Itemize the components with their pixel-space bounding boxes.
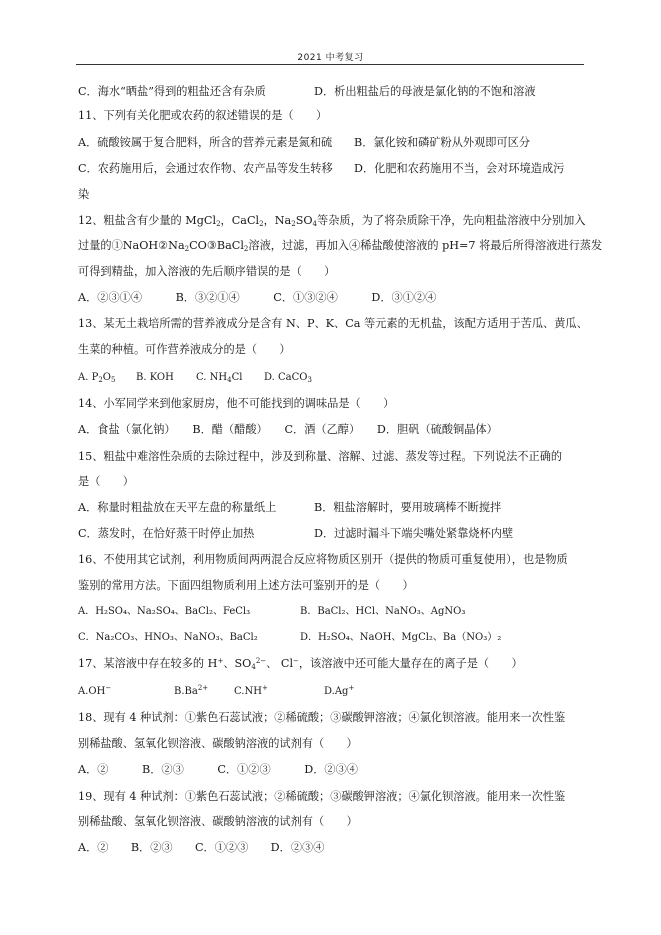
q19-options: A．② B．②③ C．①②③ D．②③④ bbox=[78, 841, 325, 854]
q18-options: A．② B．②③ C．①②③ D．②③④ bbox=[78, 763, 358, 776]
q17-option-d: D.Ag+ bbox=[324, 684, 355, 697]
q16-options-row-2 bbox=[78, 630, 502, 646]
q15-option-d: D．过滤时漏斗下端尖嘴处紧靠烧杯内壁 bbox=[314, 527, 514, 540]
q13-option-a: A. $P_2O_5$ bbox=[78, 372, 116, 384]
q16-option-a: A．H₂SO₄、Na₂SO₄、BaCl₂、FeCl₃ bbox=[78, 606, 251, 617]
q17-options-row bbox=[78, 684, 355, 700]
q11-option-c: C．农药施用后，会通过农作物、农产品等发生转移 bbox=[78, 162, 333, 175]
q19-stem-line-2: 别稀盐酸、氢氧化钡溶液、碳酸钠溶液的试剂有（ ） bbox=[78, 815, 358, 828]
q11-option-b: B．氯化铵和磷矿粉从外观即可区分 bbox=[354, 136, 531, 149]
q16-stem-line-1: 16、不使用其它试剂，利用物质间两两混合反应将物质区别开（提供的物质可重复使用），也是物质 bbox=[78, 553, 568, 566]
q13-option-c: C. $NH_4Cl$ bbox=[196, 372, 243, 384]
q15-stem-line-2: 是（ ） bbox=[78, 475, 134, 488]
q17-stem: 17、某溶液中存在较多的 H+、$SO_4^{2-}$、 Cl−，该溶液中还可能大量存在的离子是（ ） bbox=[78, 657, 523, 671]
q10-option-d: D．析出粗盐后的母液是氯化钠的不饱和溶液 bbox=[314, 85, 536, 98]
q17-option-b: $B.Ba^{2+}$ bbox=[174, 684, 209, 697]
q13-stem-line-1: 13、某无土栽培所需的营养液成分是含有 N、P、K、Ca 等元素的无机盐，该配方适用于苦瓜、黄瓜、 bbox=[78, 317, 588, 330]
q12-options: A．②③①④ B．③②①④ C．①③②④ D．③①②④ bbox=[78, 291, 437, 304]
q13-stem-line-2: 生菜的种植。可作营养液成分的是（ ） bbox=[78, 343, 291, 356]
q16-option-c: C．Na₂CO₃、HNO₃、NaNO₃、BaCl₂ bbox=[78, 632, 258, 643]
q14-stem: 14、小军同学来到他家厨房，他不可能找到的调味品是（ ） bbox=[78, 397, 395, 410]
q15-stem-line-1: 15、粗盐中难溶性杂质的去除过程中，涉及到称量、溶解、过滤、蒸发等过程。下列说法不正确的 bbox=[78, 450, 563, 463]
q10-options-row bbox=[78, 84, 536, 100]
q14-options: A．食盐（氯化钠） B．醋（醋酸） C．酒（乙醇） D．胆矾（硫酸铜晶体） bbox=[78, 423, 498, 436]
q15-option-c: C．蒸发时，在恰好蒸干时停止加热 bbox=[78, 527, 255, 540]
q13-option-b: B. KOH bbox=[136, 372, 174, 383]
q16-option-b: B．BaCl₂、HCl、NaNO₃、AgNO₃ bbox=[300, 606, 466, 617]
q15-option-b: B．粗盐溶解时，要用玻璃棒不断搅拌 bbox=[314, 501, 502, 514]
header-divider bbox=[76, 64, 584, 65]
q16-stem-line-2: 鉴别的常用方法。下面四组物质利用上述方法可鉴别开的是（ ） bbox=[78, 579, 414, 592]
q15-option-a: A．称量时粗盐放在天平左盘的称量纸上 bbox=[78, 501, 277, 514]
q12-stem-line-1: 12、粗盐含有少量的 MgCl$_2$，CaCl$_2$，$Na_2SO_4$等杂质，为了将杂质除干净，先向粗盐溶液中分别加入 bbox=[78, 214, 586, 228]
q11-option-d: D．化肥和农药施用不当，会对环境造成污 bbox=[354, 162, 565, 175]
q16-options-row-1 bbox=[78, 604, 466, 620]
page-header: 2021 中考复习 bbox=[297, 53, 364, 63]
q18-stem-line-2: 别稀盐酸、氢氧化钡溶液、碳酸钠溶液的试剂有（ ） bbox=[78, 737, 358, 750]
q17-option-c: C.NH+ bbox=[234, 684, 268, 697]
q11-option-a: A．硫酸铵属于复合肥料，所含的营养元素是氮和硫 bbox=[78, 136, 333, 149]
q13-option-d: D. CaCO$_3$ bbox=[264, 372, 312, 384]
q12-stem-line-3: 可得到精盐，加入溶液的先后顺序错误的是（ ） bbox=[78, 265, 336, 278]
q12-stem-line-2: 过量的$①NaOH②Na_2CO③BaCl_2$溶液，过滤，再加入④稀盐酸使溶液的 pH=7 将最后所得溶液进行蒸发 bbox=[78, 239, 603, 253]
q18-stem-line-1: 18、现有 4 种试剂：①紫色石蕊试液；②稀硫酸；③碳酸钾溶液；④氯化钡溶液。能用来一次性鉴 bbox=[78, 711, 566, 724]
q13-options-row bbox=[78, 370, 312, 386]
q11-options-row-1 bbox=[78, 135, 531, 151]
q11-option-d-continued: 染 bbox=[78, 188, 90, 201]
q17-option-a: A.OH− bbox=[78, 684, 112, 697]
q19-stem-line-1: 19、现有 4 种试剂：①紫色石蕊试液；②稀硫酸；③碳酸钾溶液；④氯化钡溶液。能用来一次性鉴 bbox=[78, 790, 566, 803]
q11-options-row-2 bbox=[78, 161, 565, 177]
q15-options-row-1 bbox=[78, 500, 502, 516]
q15-options-row-2 bbox=[78, 526, 514, 542]
q10-option-c: C．海水“晒盐”得到的粗盐还含有杂质 bbox=[78, 85, 266, 98]
q11-stem: 11、下列有关化肥或农药的叙述错误的是（ ） bbox=[78, 109, 328, 122]
q16-option-d: D．H₂SO₄、NaOH、MgCl₂、Ba（NO₃）₂ bbox=[300, 632, 502, 643]
